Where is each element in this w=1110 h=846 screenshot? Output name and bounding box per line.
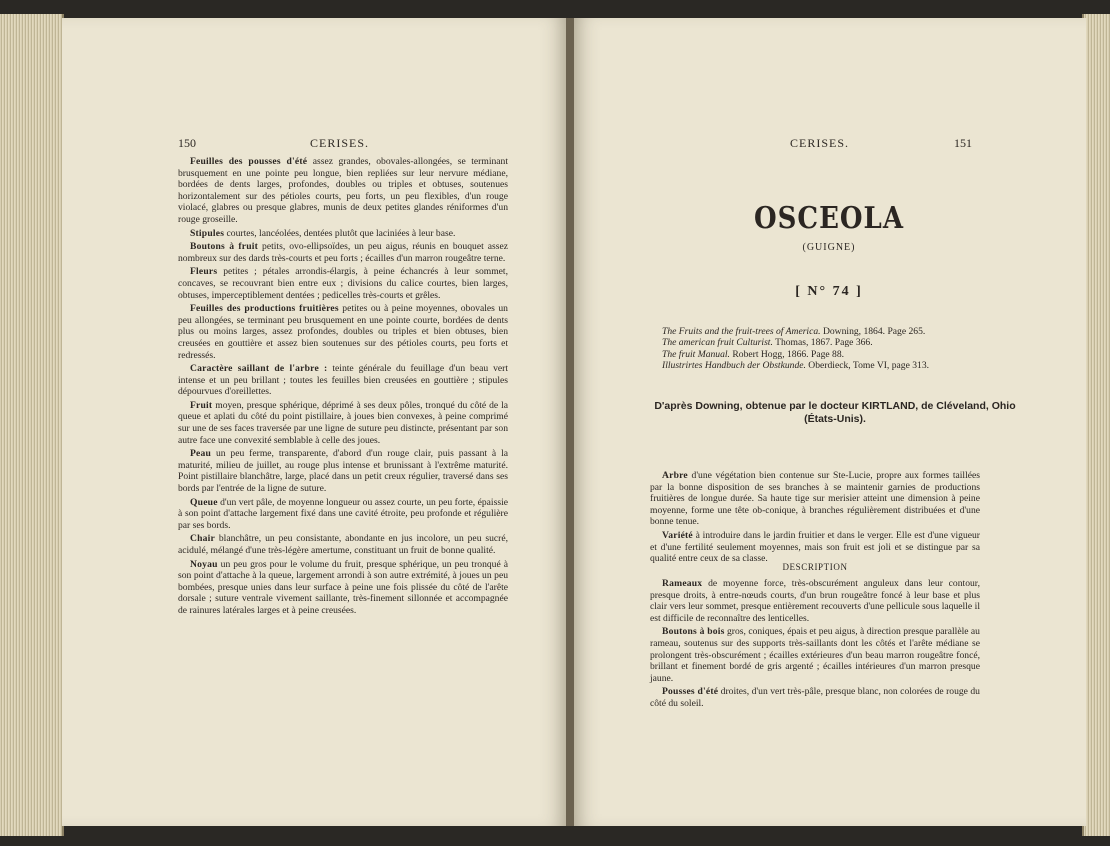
paragraph xyxy=(650,530,980,565)
paragraph-text: d'un vert pâle, de moyenne longueur ou assez courte, un peu forte, épaissie à son point d'attache largement fixé dans une cavité étroite, peu profonde et régulière par ses bords. xyxy=(178,496,508,531)
paragraph xyxy=(178,228,508,240)
paragraph-text: gros, coniques, épais et peu aigus, à direction presque parallèle au rameau, soutenus sur des supports très-saillants dont les côtés et l'arête médiane se prolongent très-obscurément ; écailles extérieures d'un beau marron rougeâtre foncé, brillant et finement bordé de gris argenté ; écailles intérieures d'un marron presque jaune. xyxy=(650,626,980,684)
section-heading: DESCRIPTION xyxy=(782,562,848,572)
paragraph-text: d'une végétation bien contenue sur Ste-Lucie, propre aux formes taillées par la bonne disposition de ses branches à se maintenir garnies de productions fruitières de longue durée. Sa haute tige sur merisier atteint une dimension à peine moyenne, forme une tête ob-conique, à branches régulièrement distribuées et d'une bonne tenue. xyxy=(650,470,980,528)
reference-source: Thomas, 1867. Page 366. xyxy=(772,337,873,349)
right-description-paragraphs xyxy=(650,578,980,712)
paragraph xyxy=(178,533,508,556)
paragraph-text: teinte générale du feuillage d'un beau vert intense et un peu brillant ; toutes les feuilles bien creusées en gouttière ; stipules dépourvues d'oreillettes. xyxy=(178,363,508,398)
paragraph-lead: Chair xyxy=(190,533,215,545)
paragraph xyxy=(178,400,508,446)
reference-line xyxy=(662,326,992,337)
paragraph xyxy=(178,363,508,398)
reference-title: Illustrirtes Handbuch der Obstkunde. xyxy=(662,360,806,372)
paragraph xyxy=(650,686,980,709)
paragraph xyxy=(178,559,508,617)
paragraph-lead: Stipules xyxy=(190,227,225,239)
paragraph xyxy=(178,303,508,361)
paragraph-text: petites ; pétales arrondis-élargis, à peine échancrés à leur sommet, concaves, se recouvrant bien entre eux ; divisions du calice courtes, bien larges, obtuses, imperceptiblement dentées ; pedicelles très-courts et grêles. xyxy=(178,266,508,301)
reference-line xyxy=(662,360,992,371)
reference-source: Robert Hogg, 1866. Page 88. xyxy=(729,348,845,360)
paragraph-lead: Variété xyxy=(662,529,693,541)
paragraph-lead: Fleurs xyxy=(190,266,218,278)
paragraph-lead: Noyau xyxy=(190,558,218,570)
right-running-head: CERISES. xyxy=(790,136,850,150)
right-page-number: 151 xyxy=(954,136,972,150)
paragraph-lead: Rameaux xyxy=(662,578,703,589)
paragraph-text: blanchâtre, un peu consistante, abondante en jus incolore, un peu sucré, acidulé, mélangé d'une très-légère amertume, constituant un fruit de bonne qualité. xyxy=(178,533,508,556)
paragraph-text: petites ou à peine moyennes, obovales un peu allongées, se terminant peu brusquement en une pointe courte, bordées de dents plus ou moins larges, assez profondes, doubles ou triples et bien obtuses, bien creusées en gouttière et assez bien soutenues sur des pétioles courts, peu forts et redressés. xyxy=(178,303,508,361)
variety-subtitle: (GUIGNE) xyxy=(802,242,856,253)
paragraph xyxy=(178,497,508,532)
paragraph-lead: Caractère saillant de l'arbre : xyxy=(190,363,328,375)
paragraph-lead: Fruit xyxy=(190,399,213,411)
paragraph-lead: Boutons à bois xyxy=(662,626,725,638)
paragraph-lead: Peau xyxy=(190,448,212,460)
left-running-head: CERISES. xyxy=(310,136,370,150)
paragraph-text: courtes, lancéolées, dentées plutôt que laciniées à leur base. xyxy=(224,227,456,239)
page-edges-right xyxy=(1082,14,1110,836)
bibliographic-references xyxy=(662,326,992,372)
paragraph-lead: Arbre xyxy=(662,470,688,481)
reference-source: Downing, 1864. Page 265. xyxy=(820,326,926,337)
book-gutter xyxy=(566,18,574,826)
reference-line xyxy=(662,349,992,360)
paragraph-lead: Feuilles des productions fruitières xyxy=(190,303,339,315)
paragraph xyxy=(178,448,508,494)
paragraph-lead: Feuilles des pousses d'été xyxy=(190,156,308,167)
reference-source: Oberdieck, Tome VI, page 313. xyxy=(805,360,930,372)
reference-title: The Fruits and the fruit-trees of America. xyxy=(662,326,821,337)
paragraph xyxy=(178,266,508,301)
reference-title: The fruit Manual. xyxy=(662,348,730,360)
paragraph-text: assez grandes, obovales-allongées, se terminant brusquement en une pointe peu longue, bien repliées sur leur nervure médiane, bordées de dents larges, profondes, doubles ou triples et obtuses, soutenues horizontalement sur des pétioles courts, peu forts, un peu flexibles, d'un rouge violacé, glabres ou presque glabres, munis de deux petites glandes réniformes d'un rouge groseille. xyxy=(178,156,508,225)
reference-line xyxy=(662,337,992,348)
variety-number: [ N° 74 ] xyxy=(795,284,863,299)
right-intro-paragraphs xyxy=(650,470,980,567)
paragraph-text: petits, ovo-ellipsoïdes, un peu aigus, réunis en bouquet assez nombreux sur des dards très-courts et peu forts ; écailles d'un marron rougeâtre terne. xyxy=(178,241,508,264)
paragraph-text: moyen, presque sphérique, déprimé à ses deux pôles, tronqué du côté de la queue et aplati du côté du point pistillaire, à joues bien convexes, à peine comprimé sur une de ses faces traversée par une ligne de suture peu distincte, présentant par son autre face une convexité semblable à celle des joues. xyxy=(178,399,508,446)
paragraph-lead: Boutons à fruit xyxy=(190,241,259,253)
left-page-body xyxy=(178,156,508,619)
paragraph xyxy=(650,578,980,624)
paragraph-lead: Queue xyxy=(190,496,218,508)
paragraph-text: à introduire dans le jardin fruitier et dans le verger. Elle est d'une vigueur et d'une fertilité seulement moyennes, mais son fruit est joli et se distingue par sa qualité entre ceux de sa classe. xyxy=(650,529,980,565)
page-edges-left xyxy=(0,14,64,836)
variety-title: OSCEOLA xyxy=(753,201,905,237)
paragraph xyxy=(650,626,980,684)
provenance-note: D'après Downing, obtenue par le docteur KIRTLAND, de Cléveland, Ohio (États-Unis). xyxy=(654,400,1016,425)
reference-title: The american fruit Culturist. xyxy=(662,337,773,349)
paragraph-text: droites, d'un vert très-pâle, presque blanc, non colorées de rouge du côté du soleil. xyxy=(650,686,980,709)
paragraph xyxy=(650,470,980,528)
paragraph-text: de moyenne force, très-obscurément anguleux dans leur contour, presque droits, à entre-nœuds courts, d'un brun rougeâtre foncé à leur base et plus clair vers leur sommet, presque entièrement recouverts d'une pellicule sous laquelle il est difficile de reconnaître des lenticelles. xyxy=(650,578,980,624)
paragraph-text: un peu gros pour le volume du fruit, presque sphérique, un peu tronqué à son point d'attache à la queue, largement arrondi à son autre extrémité, à joues un peu bombées, presque unies dans leur surface à peine une fois plissée du côté de l'arête dorsale ; suture ventrale vivement saillante, très-finement sillonnée et accompagnée de rainures latérales larges et à peine creusées. xyxy=(178,558,508,616)
paragraph xyxy=(178,241,508,264)
paragraph-lead: Pousses d'été xyxy=(662,686,719,698)
paragraph-text: un peu ferme, transparente, d'abord d'un rouge clair, puis passant à la maturité, milieu de juillet, au rouge plus intense et brunissant à l'extrême maturité. Point pistillaire blanchâtre, large, placé dans un petit creux régulier, traversé dans ses bords par l'entrée de la ligne de suture. xyxy=(178,448,508,495)
paragraph xyxy=(178,156,508,226)
left-page-number: 150 xyxy=(178,136,196,150)
